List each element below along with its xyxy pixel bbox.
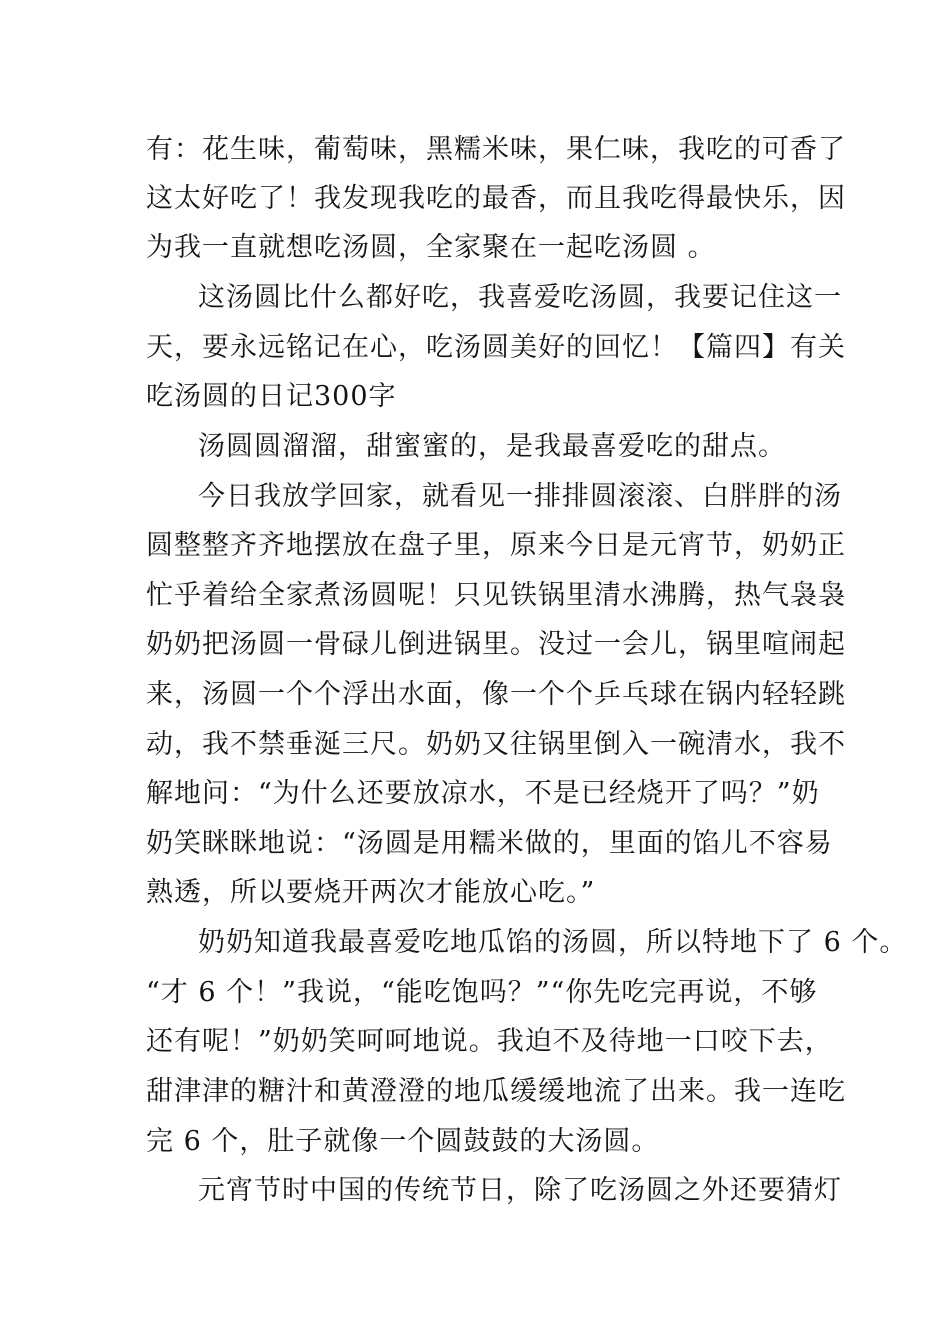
text-line: 解地问：“为什么还要放凉水，不是已经烧开了吗？”奶 — [146, 778, 820, 809]
text-line: 甜津津的糖汁和黄澄澄的地瓜缓缓地流了出来。我一连吃 — [146, 1076, 846, 1107]
paragraph-start-line: 今日我放学回家，就看见一排排圆滚滚、白胖胖的汤 — [198, 481, 842, 512]
text-line: 还有呢！”奶奶笑呵呵地说。我迫不及待地一口咬下去， — [146, 1026, 833, 1057]
text-line: 熟透，所以要烧开两次才能放心吃。” — [146, 877, 596, 908]
text-line: 有：花生味，葡萄味，黑糯米味，果仁味，我吃的可香了 — [146, 134, 846, 165]
text-line: 奶奶把汤圆一骨碌儿倒进锅里。没过一会儿，锅里喧闹起 — [146, 629, 846, 660]
paragraph-start-line: 汤圆圆溜溜，甜蜜蜜的，是我最喜爱吃的甜点。 — [198, 431, 786, 462]
paragraph-start-line: 这汤圆比什么都好吃，我喜爱吃汤圆，我要记住这一 — [198, 282, 842, 313]
text-line: 为我一直就想吃汤圆，全家聚在一起吃汤圆 。 — [146, 232, 716, 263]
paragraph-start-line: 奶奶知道我最喜爱吃地瓜馅的汤圆，所以特地下了 6 个。 — [198, 927, 908, 958]
text-line: 吃汤圆的日记300字 — [146, 381, 397, 412]
text-line: 奶笑眯眯地说：“汤圆是用糯米做的，里面的馅儿不容易 — [146, 828, 833, 859]
text-line: 动，我不禁垂涎三尺。奶奶又往锅里倒入一碗清水，我不 — [146, 729, 846, 760]
text-line: 来，汤圆一个个浮出水面，像一个个乒乓球在锅内轻轻跳 — [146, 679, 846, 710]
text-line: 天，要永远铭记在心，吃汤圆美好的回忆！【篇四】有关 — [146, 332, 846, 363]
text-line: “才 6 个！”我说，“能吃饱吗？”“你先吃完再说，不够 — [146, 977, 818, 1008]
text-line: 忙乎着给全家煮汤圆呢！只见铁锅里清水沸腾，热气袅袅 — [146, 580, 846, 611]
text-line: 圆整整齐齐地摆放在盘子里，原来今日是元宵节，奶奶正 — [146, 530, 846, 561]
paragraph-start-line: 元宵节时中国的传统节日，除了吃汤圆之外还要猜灯 — [198, 1175, 842, 1206]
text-line: 这太好吃了！我发现我吃的最香，而且我吃得最快乐，因 — [146, 183, 846, 214]
text-line: 完 6 个，肚子就像一个圆鼓鼓的大汤圆。 — [146, 1126, 660, 1157]
